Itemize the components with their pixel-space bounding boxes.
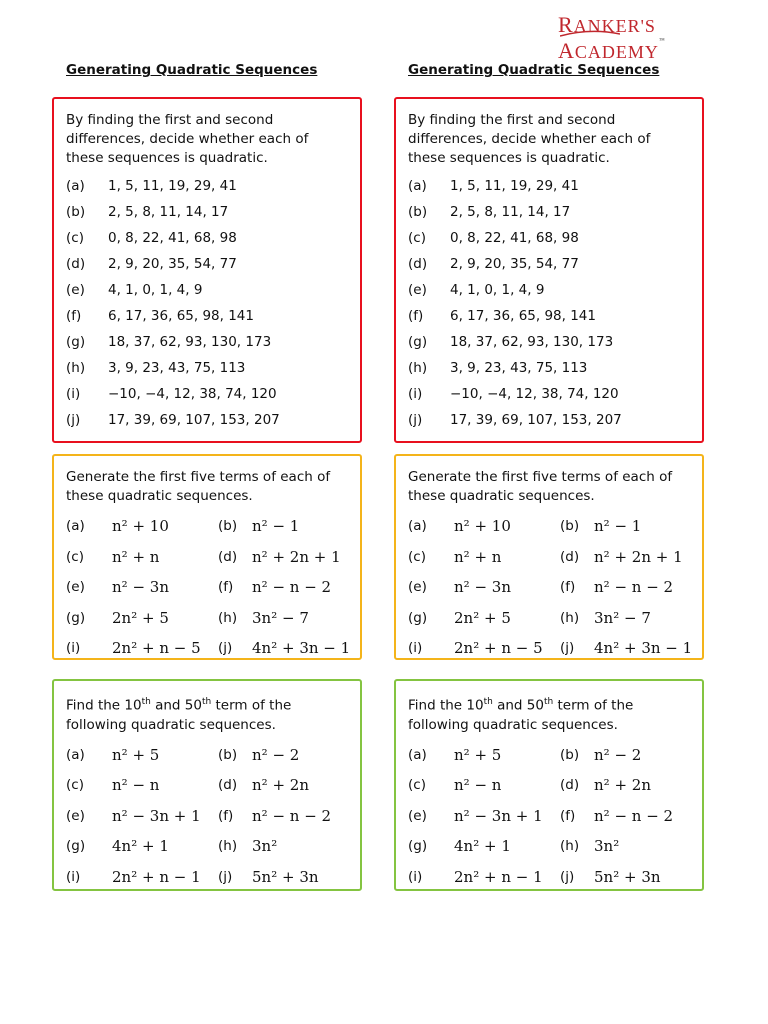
expression-item [560, 740, 710, 771]
sequence-item [408, 251, 690, 277]
expression-item [218, 511, 368, 542]
math-expression: 2n² + n − 5 [454, 639, 543, 658]
item-label: (i) [66, 868, 81, 885]
item-label: (g) [408, 334, 428, 350]
sequence-values: −10, −4, 12, 38, 74, 120 [450, 386, 619, 402]
prompt-text: Generate the first five terms of each of these quadratic sequences. [408, 469, 673, 504]
item-label: (g) [408, 838, 428, 855]
item-label: (a) [66, 746, 85, 763]
math-expression: 4n² + 3n − 1 [252, 639, 351, 658]
item-label: (b) [218, 518, 238, 535]
expression-item [408, 542, 560, 573]
expression-item [218, 603, 368, 634]
quadratic-check-box [52, 97, 362, 443]
math-expression: n² + 10 [112, 517, 169, 536]
expression-item [218, 572, 368, 603]
quadratic-check-box [394, 97, 704, 443]
item-label: (h) [218, 838, 238, 855]
sequence-values: 0, 8, 22, 41, 68, 98 [108, 230, 237, 246]
expression-item [218, 542, 368, 573]
sequence-item [408, 303, 690, 329]
math-expression: n² + 2n + 1 [252, 547, 341, 566]
prompt-text: By finding the first and second differences, decide whether each of these sequences is quadratic. [408, 112, 651, 166]
item-label: (f) [408, 308, 424, 324]
sequence-item [66, 355, 348, 381]
item-label: (c) [408, 548, 426, 565]
item-label: (i) [66, 386, 81, 402]
item-label: (f) [66, 308, 82, 324]
math-expression: 4n² + 3n − 1 [594, 639, 693, 658]
math-expression: n² + 2n + 1 [594, 547, 683, 566]
expression-item [66, 801, 218, 832]
math-expression: n² + n [112, 547, 160, 566]
page-title: Generating Quadratic Sequences [66, 62, 318, 78]
item-label: (j) [560, 868, 575, 885]
item-label: (e) [408, 579, 427, 596]
math-expression: n² − n [112, 776, 160, 795]
sequence-list [66, 173, 348, 433]
math-expression: 3n² − 7 [252, 608, 309, 627]
math-expression: n² − n − 2 [252, 806, 332, 825]
item-label: (f) [560, 579, 576, 596]
sequence-item [66, 407, 348, 433]
math-expression: 3n² − 7 [594, 608, 651, 627]
item-label: (e) [408, 807, 427, 824]
item-label: (j) [66, 412, 81, 428]
math-expression: n² + 5 [112, 745, 160, 764]
expression-item [66, 542, 218, 573]
item-label: (b) [560, 518, 580, 535]
item-label: (b) [408, 204, 428, 220]
math-expression: 2n² + n − 1 [454, 867, 543, 886]
expression-item [408, 831, 560, 862]
expression-item [560, 603, 710, 634]
expression-item [66, 831, 218, 862]
sequence-values: 17, 39, 69, 107, 153, 207 [450, 412, 622, 428]
sequence-item [66, 381, 348, 407]
sequence-item [408, 329, 690, 355]
item-label: (b) [218, 746, 238, 763]
math-expression: 4n² + 1 [454, 837, 511, 856]
math-expression: 2n² + 5 [112, 608, 169, 627]
item-label: (h) [218, 609, 238, 626]
sequence-values: 6, 17, 36, 65, 98, 141 [450, 308, 596, 324]
sequence-item [66, 303, 348, 329]
expression-item [66, 740, 218, 771]
expression-item [218, 831, 368, 862]
logo-swoosh-icon [560, 30, 620, 38]
math-expression: 5n² + 3n [594, 867, 661, 886]
expression-item [66, 603, 218, 634]
sequence-item [66, 277, 348, 303]
item-label: (d) [66, 256, 86, 272]
item-label: (d) [218, 777, 238, 794]
item-label: (e) [408, 282, 427, 298]
expression-grid [66, 511, 351, 664]
math-expression: 5n² + 3n [252, 867, 319, 886]
find-terms-box [394, 679, 704, 891]
expression-item [560, 831, 710, 862]
item-label: (i) [408, 640, 423, 657]
sequence-item [408, 407, 690, 433]
prompt-text: Generate the first five terms of each of these quadratic sequences. [66, 469, 331, 504]
expression-item [218, 801, 368, 832]
sequence-item [408, 355, 690, 381]
math-expression: n² + n [454, 547, 502, 566]
generate-terms-box [52, 454, 362, 660]
math-expression: n² − 3n + 1 [454, 806, 543, 825]
sequence-values: 17, 39, 69, 107, 153, 207 [108, 412, 280, 428]
math-expression: n² − 3n [112, 578, 169, 597]
worksheet-right [394, 60, 704, 886]
item-label: (f) [218, 807, 234, 824]
math-expression: n² + 10 [454, 517, 511, 536]
find-terms-box [52, 679, 362, 891]
item-label: (e) [66, 579, 85, 596]
expression-item [218, 862, 368, 893]
item-label: (b) [560, 746, 580, 763]
math-expression: n² − 3n [454, 578, 511, 597]
sequence-item [66, 251, 348, 277]
math-expression: 2n² + n − 5 [112, 639, 201, 658]
item-label: (a) [408, 178, 427, 194]
sequence-values: 1, 5, 11, 19, 29, 41 [108, 178, 237, 194]
expression-item [66, 633, 218, 664]
math-expression: 4n² + 1 [112, 837, 169, 856]
math-expression: n² − 3n + 1 [112, 806, 201, 825]
prompt-text: Find the 10th and 50th term of the following quadratic sequences. [408, 697, 634, 733]
sequence-values: 18, 37, 62, 93, 130, 173 [450, 334, 614, 350]
math-expression: n² − 2 [252, 745, 300, 764]
item-label: (h) [66, 360, 86, 376]
item-label: (j) [218, 640, 233, 657]
sequence-values: 2, 5, 8, 11, 14, 17 [450, 204, 571, 220]
expression-item [408, 572, 560, 603]
item-label: (i) [408, 868, 423, 885]
sequence-item [408, 173, 690, 199]
item-label: (c) [66, 548, 84, 565]
item-label: (c) [408, 777, 426, 794]
math-expression: n² − 1 [594, 517, 642, 536]
item-label: (e) [66, 807, 85, 824]
math-expression: n² − 2 [594, 745, 642, 764]
sequence-item [408, 225, 690, 251]
sequence-values: −10, −4, 12, 38, 74, 120 [108, 386, 277, 402]
math-expression: n² − n − 2 [594, 578, 674, 597]
item-label: (g) [66, 838, 86, 855]
item-label: (g) [66, 609, 86, 626]
item-label: (j) [218, 868, 233, 885]
expression-item [560, 542, 710, 573]
rankers-academy-logo: RANKER'S ACADEMY™ [558, 12, 666, 63]
sequence-values: 2, 5, 8, 11, 14, 17 [108, 204, 229, 220]
page-title: Generating Quadratic Sequences [408, 62, 660, 78]
expression-item [408, 862, 560, 893]
sequence-item [408, 199, 690, 225]
math-expression: n² − n [454, 776, 502, 795]
sequence-values: 1, 5, 11, 19, 29, 41 [450, 178, 579, 194]
math-expression: n² + 2n [594, 776, 651, 795]
math-expression: n² − n − 2 [252, 578, 332, 597]
item-label: (j) [560, 640, 575, 657]
sequence-item [66, 199, 348, 225]
math-expression: 3n² [594, 837, 620, 856]
sequence-values: 3, 9, 23, 43, 75, 113 [450, 360, 588, 376]
sequence-values: 2, 9, 20, 35, 54, 77 [108, 256, 237, 272]
expression-item [66, 511, 218, 542]
item-label: (a) [66, 178, 85, 194]
expression-item [66, 770, 218, 801]
item-label: (d) [408, 256, 428, 272]
item-label: (f) [560, 807, 576, 824]
math-expression: n² − 1 [252, 517, 300, 536]
expression-item [66, 862, 218, 893]
sequence-values: 4, 1, 0, 1, 4, 9 [108, 282, 203, 298]
expression-item [408, 511, 560, 542]
expression-item [560, 633, 710, 664]
item-label: (d) [218, 548, 238, 565]
item-label: (h) [560, 609, 580, 626]
item-label: (c) [66, 230, 84, 246]
item-label: (d) [560, 548, 580, 565]
sequence-values: 0, 8, 22, 41, 68, 98 [450, 230, 579, 246]
sequence-values: 6, 17, 36, 65, 98, 141 [108, 308, 254, 324]
item-label: (i) [408, 386, 423, 402]
item-label: (c) [66, 777, 84, 794]
item-label: (h) [408, 360, 428, 376]
expression-grid [408, 740, 690, 893]
expression-grid [408, 511, 693, 664]
sequence-values: 2, 9, 20, 35, 54, 77 [450, 256, 579, 272]
expression-item [408, 801, 560, 832]
math-expression: 3n² [252, 837, 278, 856]
sequence-item [66, 225, 348, 251]
sequence-values: 18, 37, 62, 93, 130, 173 [108, 334, 272, 350]
expression-item [218, 740, 368, 771]
item-label: (a) [408, 518, 427, 535]
expression-item [66, 572, 218, 603]
expression-item [560, 572, 710, 603]
sequence-item [408, 277, 690, 303]
sequence-item [408, 381, 690, 407]
item-label: (a) [408, 746, 427, 763]
item-label: (g) [408, 609, 428, 626]
item-label: (e) [66, 282, 85, 298]
prompt-text: Find the 10th and 50th term of the following quadratic sequences. [66, 697, 292, 733]
expression-item [560, 511, 710, 542]
math-expression: n² + 2n [252, 776, 309, 795]
item-label: (c) [408, 230, 426, 246]
item-label: (h) [560, 838, 580, 855]
item-label: (b) [66, 204, 86, 220]
item-label: (i) [66, 640, 81, 657]
item-label: (f) [218, 579, 234, 596]
worksheet-left [52, 60, 362, 886]
expression-item [218, 770, 368, 801]
expression-grid [66, 740, 348, 893]
item-label: (a) [66, 518, 85, 535]
expression-item [560, 801, 710, 832]
sequence-values: 4, 1, 0, 1, 4, 9 [450, 282, 545, 298]
item-label: (j) [408, 412, 423, 428]
expression-item [408, 603, 560, 634]
expression-item [560, 862, 710, 893]
expression-item [408, 633, 560, 664]
sequence-item [66, 173, 348, 199]
prompt-text: By finding the first and second differences, decide whether each of these sequences is quadratic. [66, 112, 309, 166]
math-expression: 2n² + n − 1 [112, 867, 201, 886]
item-label: (g) [66, 334, 86, 350]
math-expression: n² − n − 2 [594, 806, 674, 825]
expression-item [408, 770, 560, 801]
expression-item [218, 633, 368, 664]
item-label: (d) [560, 777, 580, 794]
math-expression: 2n² + 5 [454, 608, 511, 627]
sequence-values: 3, 9, 23, 43, 75, 113 [108, 360, 246, 376]
math-expression: n² + 5 [454, 745, 502, 764]
generate-terms-box [394, 454, 704, 660]
sequence-list [408, 173, 690, 433]
expression-item [408, 740, 560, 771]
expression-item [560, 770, 710, 801]
sequence-item [66, 329, 348, 355]
